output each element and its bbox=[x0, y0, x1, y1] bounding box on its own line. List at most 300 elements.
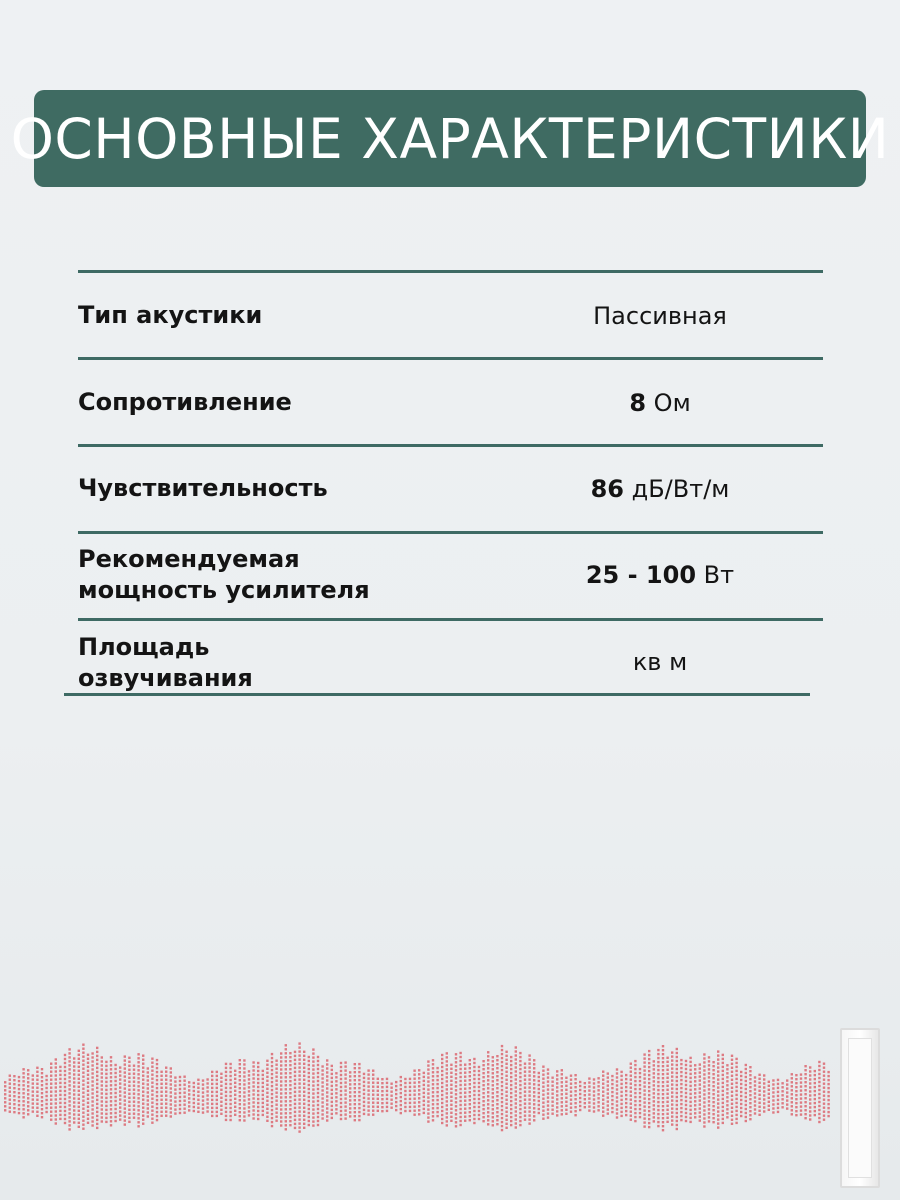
wave-dot bbox=[9, 1099, 11, 1101]
wave-dot bbox=[496, 1083, 498, 1085]
wave-dot bbox=[616, 1072, 618, 1074]
wave-dot bbox=[257, 1074, 259, 1076]
wave-dot bbox=[745, 1108, 747, 1110]
wave-dot bbox=[510, 1056, 512, 1058]
wave-dot bbox=[432, 1103, 434, 1105]
wave-dot bbox=[423, 1088, 425, 1090]
wave-dot bbox=[381, 1110, 383, 1112]
spec-label bbox=[78, 300, 262, 331]
wave-dot bbox=[64, 1098, 66, 1100]
wave-dot bbox=[561, 1069, 563, 1071]
wave-dot bbox=[630, 1099, 632, 1101]
wave-dot bbox=[487, 1115, 489, 1117]
wave-dot bbox=[556, 1078, 558, 1080]
wave-dot bbox=[91, 1096, 93, 1098]
wave-dot bbox=[519, 1104, 521, 1106]
wave-dot bbox=[446, 1100, 448, 1102]
wave-dot bbox=[731, 1087, 733, 1089]
wave-dot bbox=[308, 1068, 310, 1070]
spec-label-line: мощность усилителя bbox=[78, 576, 370, 604]
wave-dot bbox=[372, 1094, 374, 1096]
wave-dot bbox=[114, 1116, 116, 1118]
wave-dot bbox=[634, 1088, 636, 1090]
wave-dot bbox=[496, 1087, 498, 1089]
wave-dot bbox=[262, 1090, 264, 1092]
wave-dot bbox=[455, 1101, 457, 1103]
wave-dot bbox=[823, 1107, 825, 1109]
wave-dot bbox=[308, 1084, 310, 1086]
wave-dot bbox=[482, 1112, 484, 1114]
wave-dot bbox=[823, 1087, 825, 1089]
wave-dot bbox=[482, 1064, 484, 1066]
wave-dot bbox=[377, 1102, 379, 1104]
wave-dot bbox=[492, 1084, 494, 1086]
wave-dot bbox=[643, 1089, 645, 1091]
wave-dot bbox=[694, 1080, 696, 1082]
wave-dot bbox=[9, 1095, 11, 1097]
wave-dot bbox=[510, 1104, 512, 1106]
wave-dot bbox=[662, 1085, 664, 1087]
spec-value-number: 25 - 100 bbox=[585, 561, 697, 589]
wave-dot bbox=[248, 1086, 250, 1088]
wave-dot bbox=[446, 1056, 448, 1058]
wave-dot bbox=[602, 1099, 604, 1101]
wave-dot bbox=[110, 1088, 112, 1090]
wave-dot bbox=[317, 1056, 319, 1058]
wave-dot bbox=[524, 1087, 526, 1089]
wave-dot bbox=[717, 1062, 719, 1064]
wave-dot bbox=[156, 1059, 158, 1061]
wave-dot bbox=[441, 1094, 443, 1096]
wave-dot bbox=[478, 1110, 480, 1112]
wave-dot bbox=[547, 1108, 549, 1110]
wave-dot bbox=[515, 1054, 517, 1056]
wave-dot bbox=[712, 1121, 714, 1123]
wave-dot bbox=[446, 1088, 448, 1090]
wave-dot bbox=[381, 1106, 383, 1108]
wave-dot bbox=[193, 1106, 195, 1108]
wave-dot bbox=[818, 1101, 820, 1103]
wave-dot bbox=[243, 1103, 245, 1105]
wave-dot bbox=[298, 1086, 300, 1088]
wave-dot bbox=[183, 1088, 185, 1090]
wave-dot bbox=[722, 1058, 724, 1060]
wave-dot bbox=[197, 1103, 199, 1105]
wave-dot bbox=[542, 1086, 544, 1088]
wave-dot bbox=[298, 1062, 300, 1064]
wave-dot bbox=[220, 1085, 222, 1087]
wave-dot bbox=[400, 1092, 402, 1094]
wave-dot bbox=[105, 1061, 107, 1063]
wave-dot bbox=[441, 1110, 443, 1112]
wave-dot bbox=[151, 1086, 153, 1088]
wave-dot bbox=[216, 1071, 218, 1073]
wave-dot bbox=[400, 1096, 402, 1098]
wave-dot bbox=[432, 1091, 434, 1093]
wave-dot bbox=[50, 1095, 52, 1097]
wave-dot bbox=[620, 1107, 622, 1109]
wave-dot bbox=[59, 1098, 61, 1100]
wave-dot bbox=[225, 1091, 227, 1093]
wave-dot bbox=[87, 1106, 89, 1108]
wave-dot bbox=[280, 1072, 282, 1074]
wave-dot bbox=[363, 1089, 365, 1091]
wave-dot bbox=[496, 1067, 498, 1069]
wave-dot bbox=[252, 1093, 254, 1095]
wave-dot bbox=[593, 1110, 595, 1112]
spec-label bbox=[78, 632, 253, 694]
wave-dot bbox=[818, 1077, 820, 1079]
wave-dot bbox=[262, 1098, 264, 1100]
wave-dot bbox=[294, 1071, 296, 1073]
wave-dot bbox=[758, 1086, 760, 1088]
wave-dot bbox=[749, 1086, 751, 1088]
wave-dot bbox=[634, 1080, 636, 1082]
wave-dot bbox=[547, 1104, 549, 1106]
wave-dot bbox=[137, 1085, 139, 1087]
wave-dot bbox=[551, 1077, 553, 1079]
wave-dot bbox=[344, 1101, 346, 1103]
wave-dot bbox=[726, 1084, 728, 1086]
wave-dot bbox=[151, 1058, 153, 1060]
wave-dot bbox=[662, 1049, 664, 1051]
wave-dot bbox=[239, 1083, 241, 1085]
wave-dot bbox=[473, 1058, 475, 1060]
wave-dot bbox=[303, 1059, 305, 1061]
wave-dot bbox=[363, 1077, 365, 1079]
wave-dot bbox=[275, 1080, 277, 1082]
wave-dot bbox=[96, 1095, 98, 1097]
wave-dot bbox=[818, 1073, 820, 1075]
wave-dot bbox=[547, 1092, 549, 1094]
wave-dot bbox=[64, 1094, 66, 1096]
wave-dot bbox=[616, 1076, 618, 1078]
wave-dot bbox=[487, 1103, 489, 1105]
wave-dot bbox=[321, 1081, 323, 1083]
wave-dot bbox=[142, 1083, 144, 1085]
wave-dot bbox=[82, 1060, 84, 1062]
wave-dot bbox=[441, 1058, 443, 1060]
wave-dot bbox=[105, 1093, 107, 1095]
wave-dot bbox=[386, 1110, 388, 1112]
wave-dot bbox=[280, 1080, 282, 1082]
wave-dot bbox=[731, 1095, 733, 1097]
wave-dot bbox=[754, 1092, 756, 1094]
wave-dot bbox=[312, 1112, 314, 1114]
wave-dot bbox=[478, 1086, 480, 1088]
wave-dot bbox=[18, 1088, 20, 1090]
wave-dot bbox=[78, 1066, 80, 1068]
wave-dot bbox=[496, 1107, 498, 1109]
wave-dot bbox=[538, 1104, 540, 1106]
wave-dot bbox=[501, 1121, 503, 1123]
wave-dot bbox=[708, 1104, 710, 1106]
wave-dot bbox=[50, 1111, 52, 1113]
wave-dot bbox=[754, 1096, 756, 1098]
wave-dot bbox=[528, 1078, 530, 1080]
wave-dot bbox=[321, 1065, 323, 1067]
wave-dot bbox=[749, 1118, 751, 1120]
wave-dot bbox=[547, 1096, 549, 1098]
wave-dot bbox=[639, 1076, 641, 1078]
wave-dot bbox=[179, 1108, 181, 1110]
wave-dot bbox=[795, 1082, 797, 1084]
wave-dot bbox=[643, 1085, 645, 1087]
wave-dot bbox=[363, 1105, 365, 1107]
wave-dot bbox=[18, 1084, 20, 1086]
wave-dot bbox=[570, 1107, 572, 1109]
spec-value-number: 8 bbox=[629, 388, 647, 417]
wave-dot bbox=[685, 1064, 687, 1066]
wave-dot bbox=[427, 1100, 429, 1102]
wave-dot bbox=[349, 1115, 351, 1117]
wave-dot bbox=[183, 1100, 185, 1102]
wave-dot bbox=[561, 1077, 563, 1079]
wave-dot bbox=[50, 1099, 52, 1101]
wave-dot bbox=[450, 1120, 452, 1122]
wave-dot bbox=[505, 1115, 507, 1117]
wave-dot bbox=[464, 1080, 466, 1082]
wave-dot bbox=[588, 1081, 590, 1083]
wave-dot bbox=[712, 1077, 714, 1079]
wave-dot bbox=[432, 1079, 434, 1081]
wave-dot bbox=[82, 1124, 84, 1126]
wave-dot bbox=[703, 1097, 705, 1099]
wave-dot bbox=[515, 1046, 517, 1048]
wave-dot bbox=[326, 1083, 328, 1085]
wave-dot bbox=[634, 1100, 636, 1102]
wave-dot bbox=[616, 1100, 618, 1102]
wave-dot bbox=[662, 1101, 664, 1103]
wave-dot bbox=[666, 1097, 668, 1099]
wave-dot bbox=[68, 1060, 70, 1062]
wave-dot bbox=[459, 1060, 461, 1062]
wave-dot bbox=[285, 1096, 287, 1098]
wave-dot bbox=[551, 1109, 553, 1111]
wave-dot bbox=[722, 1102, 724, 1104]
wave-dot bbox=[579, 1089, 581, 1091]
wave-dot bbox=[726, 1100, 728, 1102]
wave-dot bbox=[814, 1094, 816, 1096]
wave-dot bbox=[602, 1079, 604, 1081]
wave-dot bbox=[515, 1126, 517, 1128]
wave-dot bbox=[818, 1065, 820, 1067]
wave-dot bbox=[354, 1063, 356, 1065]
wave-dot bbox=[740, 1091, 742, 1093]
wave-dot bbox=[795, 1098, 797, 1100]
wave-dot bbox=[579, 1109, 581, 1111]
wave-dot bbox=[800, 1105, 802, 1107]
wave-dot bbox=[657, 1097, 659, 1099]
wave-dot bbox=[312, 1052, 314, 1054]
wave-dot bbox=[666, 1093, 668, 1095]
wave-dot bbox=[229, 1063, 231, 1065]
wave-dot bbox=[367, 1069, 369, 1071]
wave-dot bbox=[96, 1099, 98, 1101]
wave-dot bbox=[662, 1105, 664, 1107]
wave-dot bbox=[515, 1122, 517, 1124]
wave-dot bbox=[450, 1100, 452, 1102]
wave-dot bbox=[561, 1073, 563, 1075]
wave-dot bbox=[128, 1065, 130, 1067]
wave-dot bbox=[105, 1069, 107, 1071]
wave-dot bbox=[722, 1106, 724, 1108]
wave-dot bbox=[243, 1087, 245, 1089]
wave-dot bbox=[206, 1098, 208, 1100]
wave-dot bbox=[252, 1101, 254, 1103]
wave-dot bbox=[611, 1103, 613, 1105]
wave-dot bbox=[101, 1068, 103, 1070]
wave-dot bbox=[708, 1100, 710, 1102]
wave-dot bbox=[91, 1124, 93, 1126]
wave-dot bbox=[455, 1121, 457, 1123]
wave-dot bbox=[147, 1067, 149, 1069]
wave-dot bbox=[602, 1071, 604, 1073]
wave-dot bbox=[96, 1087, 98, 1089]
wave-dot bbox=[643, 1077, 645, 1079]
wave-dot bbox=[505, 1087, 507, 1089]
wave-dot bbox=[561, 1085, 563, 1087]
wave-dot bbox=[128, 1093, 130, 1095]
wave-dot bbox=[745, 1120, 747, 1122]
wave-dot bbox=[542, 1078, 544, 1080]
wave-dot bbox=[110, 1072, 112, 1074]
wave-dot bbox=[308, 1064, 310, 1066]
wave-dot bbox=[505, 1103, 507, 1105]
wave-dot bbox=[128, 1061, 130, 1063]
wave-dot bbox=[101, 1072, 103, 1074]
wave-dot bbox=[528, 1098, 530, 1100]
wave-dot bbox=[662, 1113, 664, 1115]
wave-dot bbox=[533, 1095, 535, 1097]
wave-dot bbox=[712, 1105, 714, 1107]
wave-dot bbox=[501, 1125, 503, 1127]
wave-dot bbox=[519, 1052, 521, 1054]
wave-dot bbox=[22, 1084, 24, 1086]
wave-dot bbox=[768, 1101, 770, 1103]
wave-dot bbox=[639, 1116, 641, 1118]
wave-dot bbox=[574, 1090, 576, 1092]
wave-dot bbox=[542, 1114, 544, 1116]
wave-dot bbox=[625, 1082, 627, 1084]
wave-dot bbox=[758, 1098, 760, 1100]
wave-dot bbox=[358, 1115, 360, 1117]
wave-dot bbox=[404, 1082, 406, 1084]
wave-dot bbox=[763, 1094, 765, 1096]
wave-dot bbox=[639, 1072, 641, 1074]
wave-dot bbox=[257, 1066, 259, 1068]
wave-dot bbox=[308, 1108, 310, 1110]
wave-dot bbox=[64, 1066, 66, 1068]
wave-dot bbox=[551, 1089, 553, 1091]
wave-dot bbox=[464, 1104, 466, 1106]
wave-dot bbox=[243, 1071, 245, 1073]
wave-dot bbox=[731, 1111, 733, 1113]
wave-dot bbox=[151, 1122, 153, 1124]
wave-dot bbox=[533, 1103, 535, 1105]
wave-dot bbox=[620, 1083, 622, 1085]
wave-dot bbox=[110, 1108, 112, 1110]
wave-dot bbox=[515, 1058, 517, 1060]
wave-dot bbox=[726, 1064, 728, 1066]
wave-dot bbox=[436, 1091, 438, 1093]
spec-label-line: Чувствительность bbox=[78, 474, 328, 502]
wave-dot bbox=[285, 1068, 287, 1070]
wave-dot bbox=[662, 1125, 664, 1127]
wave-dot bbox=[354, 1079, 356, 1081]
wave-dot bbox=[45, 1087, 47, 1089]
wave-dot bbox=[432, 1115, 434, 1117]
wave-dot bbox=[165, 1071, 167, 1073]
wave-dot bbox=[772, 1107, 774, 1109]
wave-dot bbox=[795, 1078, 797, 1080]
wave-dot bbox=[689, 1081, 691, 1083]
wave-dot bbox=[151, 1106, 153, 1108]
wave-dot bbox=[533, 1067, 535, 1069]
wave-dot bbox=[685, 1104, 687, 1106]
wave-dot bbox=[800, 1085, 802, 1087]
wave-dot bbox=[505, 1055, 507, 1057]
wave-dot bbox=[78, 1126, 80, 1128]
wave-dot bbox=[400, 1100, 402, 1102]
wave-dot bbox=[823, 1083, 825, 1085]
wave-dot bbox=[680, 1107, 682, 1109]
wave-dot bbox=[147, 1083, 149, 1085]
wave-dot bbox=[147, 1099, 149, 1101]
wave-dot bbox=[266, 1112, 268, 1114]
wave-dot bbox=[156, 1067, 158, 1069]
wave-dot bbox=[607, 1096, 609, 1098]
wave-dot bbox=[395, 1101, 397, 1103]
wave-dot bbox=[708, 1068, 710, 1070]
wave-dot bbox=[515, 1074, 517, 1076]
wave-dot bbox=[266, 1080, 268, 1082]
wave-dot bbox=[758, 1110, 760, 1112]
wave-dot bbox=[492, 1068, 494, 1070]
wave-dot bbox=[335, 1072, 337, 1074]
wave-dot bbox=[349, 1103, 351, 1105]
wave-dot bbox=[142, 1059, 144, 1061]
wave-dot bbox=[193, 1102, 195, 1104]
wave-dot bbox=[64, 1114, 66, 1116]
wave-dot bbox=[519, 1056, 521, 1058]
wave-dot bbox=[372, 1086, 374, 1088]
wave-dot bbox=[528, 1062, 530, 1064]
wave-dot bbox=[712, 1081, 714, 1083]
wave-dot bbox=[128, 1113, 130, 1115]
wave-dot bbox=[271, 1065, 273, 1067]
wave-dot bbox=[271, 1085, 273, 1087]
wave-dot bbox=[91, 1092, 93, 1094]
wave-dot bbox=[50, 1091, 52, 1093]
wave-dot bbox=[708, 1076, 710, 1078]
wave-dot bbox=[78, 1058, 80, 1060]
wave-dot bbox=[597, 1077, 599, 1079]
wave-dot bbox=[27, 1113, 29, 1115]
wave-dot bbox=[317, 1076, 319, 1078]
wave-dot bbox=[450, 1116, 452, 1118]
wave-dot bbox=[243, 1079, 245, 1081]
wave-dot bbox=[133, 1081, 135, 1083]
wave-dot bbox=[528, 1114, 530, 1116]
wave-dot bbox=[45, 1075, 47, 1077]
wave-dot bbox=[818, 1113, 820, 1115]
wave-dot bbox=[142, 1123, 144, 1125]
wave-dot bbox=[110, 1084, 112, 1086]
wave-dot bbox=[469, 1115, 471, 1117]
wave-dot bbox=[653, 1068, 655, 1070]
wave-dot bbox=[275, 1100, 277, 1102]
